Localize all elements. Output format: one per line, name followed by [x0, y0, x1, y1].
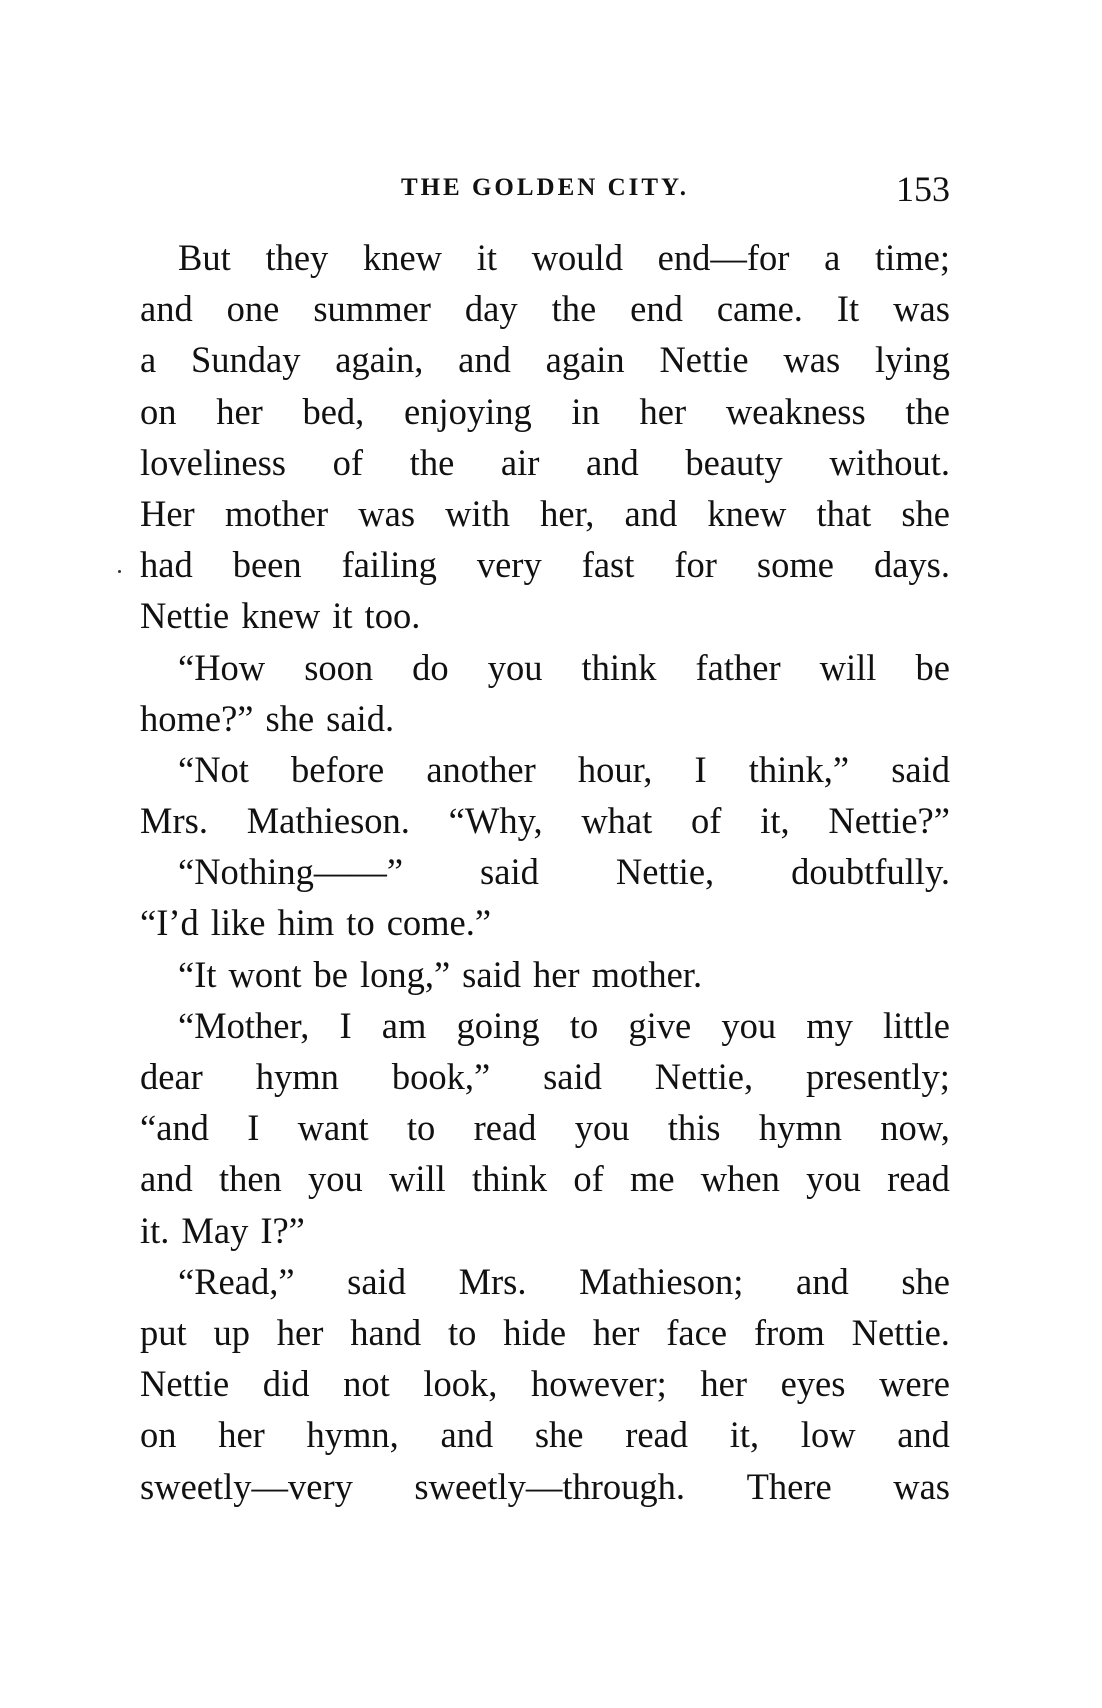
- word: this: [667, 1107, 721, 1149]
- word: end: [630, 288, 683, 330]
- word: however;: [530, 1363, 667, 1405]
- word: hide: [503, 1311, 567, 1353]
- running-head: [140, 168, 950, 208]
- word: I: [247, 1107, 260, 1149]
- word: read: [625, 1414, 688, 1456]
- word: some: [756, 544, 834, 586]
- word: the: [905, 390, 950, 432]
- word: be: [915, 646, 950, 688]
- body-text: [140, 232, 950, 1512]
- word: with: [445, 492, 511, 534]
- word: “Why,: [448, 800, 543, 842]
- word: put: [140, 1311, 187, 1353]
- word: without.: [829, 441, 950, 483]
- word: very: [476, 544, 542, 586]
- word: said: [891, 748, 950, 790]
- word: knew: [241, 595, 321, 637]
- text-line: [140, 283, 950, 334]
- word: the: [551, 288, 597, 330]
- word: There: [746, 1465, 832, 1507]
- word: I: [339, 1004, 352, 1046]
- word: the: [409, 441, 455, 483]
- text-line: [140, 1461, 950, 1512]
- word: “Mother,: [178, 1004, 310, 1046]
- word: said: [462, 953, 521, 995]
- word: it,: [729, 1414, 760, 1456]
- word: you: [806, 1158, 861, 1200]
- word: on: [140, 390, 177, 432]
- word: look,: [423, 1363, 498, 1405]
- word: home?”: [140, 697, 254, 739]
- word: dear: [140, 1056, 203, 1097]
- word: soon: [304, 646, 374, 688]
- word: did: [262, 1363, 310, 1405]
- text-line: [140, 693, 950, 744]
- word: you: [487, 646, 543, 688]
- word: hymn: [255, 1056, 339, 1097]
- text-line: [140, 846, 950, 897]
- word: “It: [178, 953, 217, 995]
- text-line: [140, 949, 950, 1000]
- text-line: [140, 334, 950, 385]
- text-line: [140, 1000, 950, 1051]
- word: from: [753, 1311, 825, 1353]
- word: summer: [313, 288, 431, 330]
- word: another: [426, 748, 536, 790]
- word: think: [472, 1158, 548, 1200]
- word: book,”: [391, 1056, 491, 1097]
- word: her: [276, 1311, 324, 1353]
- word: a: [824, 237, 841, 278]
- word: you: [574, 1107, 630, 1149]
- word: in: [571, 390, 600, 432]
- word: do: [412, 646, 449, 688]
- word: sweetly—very: [140, 1465, 353, 1507]
- word: and: [140, 1158, 193, 1200]
- word: again,: [335, 339, 424, 381]
- word: was: [358, 492, 416, 534]
- word: my: [806, 1004, 853, 1046]
- word: it,: [760, 800, 790, 842]
- word: and: [624, 492, 678, 534]
- word: going: [456, 1004, 540, 1046]
- text-line: [140, 539, 950, 590]
- word: said: [347, 1260, 406, 1302]
- word: a: [140, 339, 157, 381]
- word: think: [581, 646, 657, 688]
- page-number: 153: [896, 169, 950, 209]
- word: of: [332, 441, 364, 483]
- word: her: [592, 1311, 640, 1353]
- word: weakness: [725, 390, 866, 432]
- text-line: [140, 1102, 950, 1153]
- word: her,: [540, 492, 595, 534]
- word: again: [545, 339, 625, 381]
- word: I?”: [260, 1209, 305, 1251]
- text-line: [140, 386, 950, 437]
- word: will: [389, 1158, 446, 1200]
- word: was: [893, 1465, 950, 1507]
- word: failing: [341, 544, 437, 586]
- word: eyes: [780, 1363, 846, 1405]
- word: she: [534, 1414, 584, 1456]
- text-line: [140, 1205, 950, 1256]
- word: she: [901, 492, 950, 534]
- word: said: [480, 851, 539, 893]
- text-line: [140, 1256, 950, 1307]
- word: to: [406, 1107, 436, 1149]
- word: think,”: [748, 748, 850, 790]
- word: her: [700, 1363, 747, 1405]
- word: was: [783, 339, 841, 381]
- word: days.: [873, 544, 950, 586]
- word: mother.: [591, 953, 703, 995]
- word: “How: [178, 646, 266, 688]
- word: But: [178, 237, 231, 278]
- word: Nettie,: [615, 851, 715, 893]
- word: Nettie: [659, 339, 749, 381]
- word: come.”: [386, 902, 492, 944]
- running-title: THE GOLDEN CITY.: [400, 174, 690, 201]
- word: long,”: [359, 953, 451, 995]
- word: and: [140, 288, 193, 330]
- word: not: [343, 1363, 390, 1405]
- word: “Nothing——”: [178, 851, 404, 893]
- text-line: [140, 488, 950, 539]
- word: little: [883, 1004, 950, 1046]
- text-line: [140, 1409, 950, 1460]
- word: said.: [326, 697, 395, 739]
- text-line: [140, 897, 950, 948]
- word: of: [573, 1158, 604, 1200]
- word: “Read,”: [178, 1260, 295, 1302]
- word: am: [381, 1004, 427, 1046]
- text-line: [140, 795, 950, 846]
- word: hymn,: [306, 1414, 399, 1456]
- word: and: [796, 1260, 849, 1302]
- word: give: [628, 1004, 692, 1046]
- word: hand: [350, 1311, 422, 1353]
- word: “Not: [178, 748, 249, 790]
- word: loveliness: [140, 441, 286, 483]
- word: were: [879, 1363, 950, 1405]
- word: knew: [362, 237, 443, 278]
- word: enjoying: [404, 390, 532, 432]
- word: Nettie?”: [828, 800, 950, 842]
- word: what: [581, 800, 653, 842]
- word: of: [691, 800, 722, 842]
- word: like: [210, 902, 266, 944]
- word: beauty: [685, 441, 783, 483]
- text-line: [140, 437, 950, 488]
- word: presently;: [806, 1056, 950, 1097]
- word: air: [500, 441, 540, 483]
- word: it: [476, 237, 498, 278]
- word: it.: [140, 1209, 170, 1251]
- stray-ink-mark: [118, 570, 121, 573]
- word: Mathieson;: [579, 1260, 744, 1302]
- word: doubtfully.: [791, 851, 950, 893]
- word: you: [721, 1004, 777, 1046]
- word: May: [181, 1209, 249, 1251]
- word: fast: [581, 544, 635, 586]
- word: one: [226, 288, 280, 330]
- word: “I’d: [140, 902, 199, 944]
- text-line: [140, 1153, 950, 1204]
- word: Her: [140, 492, 195, 534]
- word: It: [836, 288, 860, 330]
- word: it: [332, 595, 353, 637]
- word: to: [346, 902, 375, 944]
- word: and: [458, 339, 511, 381]
- word: him: [277, 902, 335, 944]
- word: Sunday: [190, 339, 301, 381]
- word: be: [313, 953, 348, 995]
- word: said: [543, 1056, 602, 1097]
- word: and: [586, 441, 639, 483]
- word: bed,: [302, 390, 365, 432]
- word: want: [297, 1107, 369, 1149]
- word: Mrs.: [458, 1260, 527, 1302]
- text-line: [140, 642, 950, 693]
- word: day: [464, 288, 518, 330]
- word: that: [816, 492, 872, 534]
- word: when: [700, 1158, 780, 1200]
- word: her: [216, 390, 263, 432]
- word: read: [473, 1107, 537, 1149]
- word: “and: [140, 1107, 209, 1149]
- word: and: [440, 1414, 494, 1456]
- word: Mathieson.: [246, 800, 410, 842]
- word: she: [901, 1260, 950, 1302]
- word: father: [695, 646, 781, 688]
- word: sweetly—through.: [414, 1465, 686, 1507]
- text-line: [140, 1051, 950, 1102]
- word: was: [893, 288, 950, 330]
- word: you: [308, 1158, 363, 1200]
- word: she: [265, 697, 315, 739]
- word: they: [265, 237, 329, 278]
- word: up: [213, 1311, 250, 1353]
- word: had: [140, 544, 193, 586]
- word: her: [639, 390, 687, 432]
- text-line: [140, 1307, 950, 1358]
- word: I: [694, 748, 707, 790]
- text-line: [140, 590, 950, 641]
- word: wont: [228, 953, 302, 995]
- word: before: [291, 748, 385, 790]
- word: time;: [874, 237, 950, 278]
- word: then: [218, 1158, 282, 1200]
- word: read: [887, 1158, 950, 1200]
- word: Nettie.: [851, 1311, 950, 1353]
- word: been: [232, 544, 302, 586]
- word: would: [531, 237, 623, 278]
- word: mother: [224, 492, 329, 534]
- word: hymn: [758, 1107, 842, 1149]
- word: came.: [716, 288, 803, 330]
- text-line: [140, 1358, 950, 1409]
- word: on: [140, 1414, 177, 1456]
- word: too.: [364, 595, 421, 637]
- word: face: [666, 1311, 728, 1353]
- word: Nettie: [140, 1363, 230, 1405]
- word: and: [897, 1414, 950, 1456]
- text-line: [140, 744, 950, 795]
- word: to: [569, 1004, 599, 1046]
- word: Nettie,: [654, 1056, 754, 1097]
- word: Mrs.: [140, 800, 208, 842]
- word: lying: [874, 339, 950, 381]
- word: me: [629, 1158, 675, 1200]
- word: end—for: [657, 237, 790, 278]
- word: hour,: [577, 748, 653, 790]
- word: will: [819, 646, 877, 688]
- word: for: [674, 544, 717, 586]
- text-line: [140, 232, 950, 283]
- word: knew: [707, 492, 787, 534]
- word: low: [800, 1414, 856, 1456]
- word: Nettie: [140, 595, 230, 637]
- word: her: [532, 953, 580, 995]
- word: now,: [880, 1107, 950, 1149]
- word: to: [447, 1311, 477, 1353]
- word: her: [218, 1414, 265, 1456]
